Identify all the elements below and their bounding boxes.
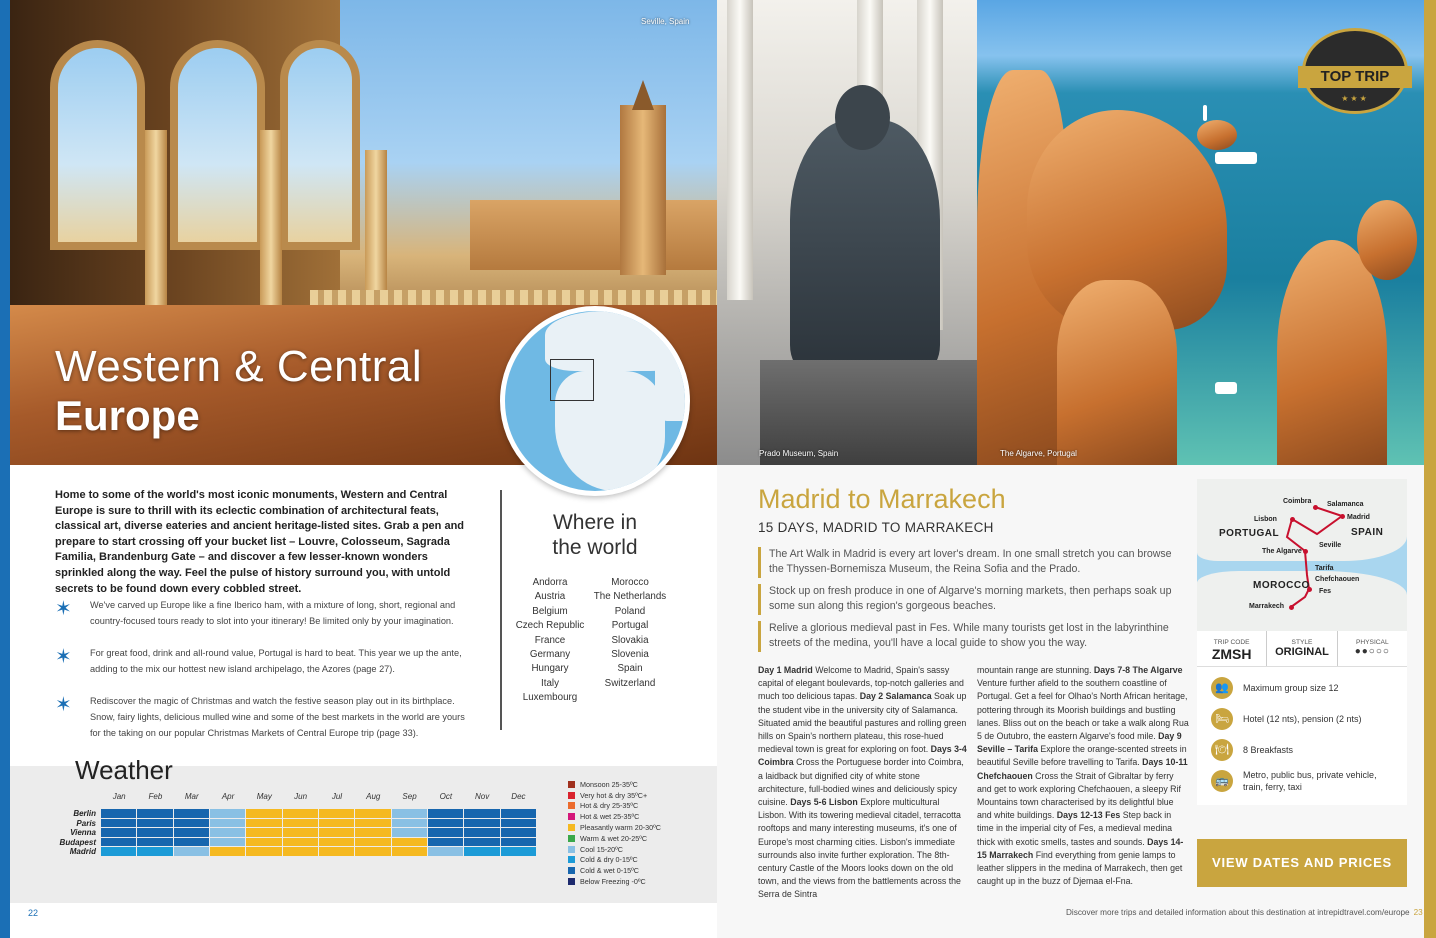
trip-title: Madrid to Marrakech <box>758 484 1006 514</box>
where-in-the-world-title: Where in the world <box>552 511 638 559</box>
legend-label: Pleasantly warm 20-30ºC <box>580 823 661 833</box>
country-item: Czech Republic <box>515 620 585 632</box>
photo-caption: Seville, Spain <box>641 17 690 26</box>
weather-cell <box>246 819 282 829</box>
left-page-edge <box>0 0 10 938</box>
weather-cell <box>428 847 464 857</box>
legend-label: Cold & wet 0-15ºC <box>580 866 639 876</box>
country-item: Slovakia <box>611 634 649 646</box>
legend-label: Monsoon 25-35ºC <box>580 779 638 789</box>
itinerary-day-heading: Days 5-6 Lisbon <box>790 797 858 808</box>
weather-cell <box>464 819 500 829</box>
month-label: Sep <box>402 792 417 801</box>
page-title <box>55 342 422 440</box>
itinerary-column-1 <box>758 664 968 902</box>
legend-swatch <box>568 867 575 874</box>
group-icon: 👥 <box>1211 677 1233 699</box>
star-icon: ✶ <box>55 646 72 669</box>
globe-map <box>500 306 690 496</box>
weather-cell <box>319 828 355 838</box>
legend-swatch <box>568 824 575 831</box>
weather-cell <box>283 809 319 819</box>
weather-title: Weather <box>75 755 173 785</box>
weather-cell <box>101 809 137 819</box>
weather-cell <box>174 847 210 857</box>
right-page-edge <box>1424 0 1436 938</box>
itinerary-day-text: Explore the orange-scented streets in beautiful Seville before travelling to Tarifa. <box>977 744 1187 768</box>
country-item: Andorra <box>532 577 568 588</box>
weather-months <box>101 792 537 801</box>
itinerary-day-heading: Days 14-15 Marrakech <box>977 836 1184 860</box>
month-label: Jul <box>331 792 343 801</box>
feature-meals: 🍽 8 Breakfasts <box>1211 739 1293 761</box>
country-item: Spain <box>617 663 643 675</box>
weather-cell <box>464 828 500 838</box>
month-label: Nov <box>475 792 490 801</box>
city-label: Paris <box>76 818 96 828</box>
weather-cell <box>501 819 537 829</box>
legend-label: Cold & dry 0-15ºC <box>580 855 638 865</box>
legend-item <box>568 876 661 887</box>
city-label: Budapest <box>59 837 96 847</box>
highlight-quote: Relive a glorious medieval past in Fes. While many tourists get lost in the labyrinthine streets of the medina, you'll have a local guide to show you the way. <box>758 621 1188 652</box>
itinerary-day-text: Welcome to Madrid, Spain's sassy capital of elegant boulevards, top-notch galleries and much too delicious tapas. <box>758 665 964 702</box>
country-item: The Netherlands <box>593 591 667 603</box>
legend-item <box>568 801 661 812</box>
country-item: Switzerland <box>604 677 656 689</box>
weather-cell <box>101 847 137 857</box>
month-label: Feb <box>148 792 163 801</box>
itinerary-day-text: Cross the Portuguese border into Coimbra, a laidback but dignified city of white stone architecture, full-bodied wines and deliciously spicy cuisine. <box>758 757 964 808</box>
page-footer: Discover more trips and detailed information about this destination at intrepidtravel.com/europe 23 <box>1066 908 1423 917</box>
weather-cell <box>319 819 355 829</box>
highlight-item: ✶ For great food, drink and all-round value, Portugal is hard to beat. This year we up the ante, adding to the mix our hottest new island archipelago, the Azores (page 27). <box>55 646 462 674</box>
highlight-item: ✶ Rediscover the magic of Christmas and watch the festive season play out in its birthplace. Snow, fairy lights, delicious mulled wine and some of the best markets in the world are yours for the taking on our popular Christmas Markets of Central Europe trip (page 33). <box>55 694 465 738</box>
country-item: Italy <box>541 677 559 689</box>
weather-cell <box>355 809 391 819</box>
legend-item <box>568 822 661 833</box>
itinerary-day-heading: Days 7-8 The Algarve <box>1093 665 1183 675</box>
country-item: Luxembourg <box>522 692 578 704</box>
weather-cell <box>355 828 391 838</box>
weather-cell <box>428 809 464 819</box>
month-label: May <box>256 792 272 801</box>
legend-label: Below Freezing -0ºC <box>580 877 646 887</box>
month-label: Aug <box>366 792 381 801</box>
itinerary-day-text: Soak up the student vibe in the university city of Salamanca. Situated amid the beautiful pastures and rolling green hills on Spain's northern plateau, this rose-hued medieval town is great for exploring on foot. <box>758 691 967 755</box>
region-highlight-box <box>550 359 594 401</box>
intro-paragraph: Home to some of the world's most iconic monuments, Western and Central Europe is sure to thrill with its eclectic combination of architectural feats, classical art, diverse eateries and ancient heritage-listed sites. Grab a pen and prepare to start crossing off your bucket list – Louvre, Colosseum, Sagrada Familia, Brandenburg Gate – and discover a few lesser-known wonders sprinkled along the way. Feel the pulse of history surround you, with untold secrets to be found down every cobbled street. <box>55 489 465 595</box>
trip-code: TRIP CODE ZMSH <box>1197 631 1267 666</box>
weather-cell <box>392 838 428 848</box>
itinerary-day-text: mountain range are stunning. <box>977 665 1094 675</box>
divider <box>500 490 502 730</box>
weather-cell <box>101 838 137 848</box>
country-item: Morocco <box>611 577 649 588</box>
month-label: Mar <box>184 792 199 801</box>
weather-cell <box>101 819 137 829</box>
legend-item <box>568 855 661 866</box>
weather-cell <box>501 847 537 857</box>
weather-cell <box>464 809 500 819</box>
city-label: Vienna <box>70 828 96 837</box>
weather-cell <box>355 838 391 848</box>
legend-swatch <box>568 781 575 788</box>
feature-transport: 🚌 Metro, public bus, private vehicle, train, ferry, taxi <box>1211 769 1393 793</box>
weather-cell <box>137 838 173 848</box>
country-item: Slovenia <box>611 649 649 661</box>
country-item: Germany <box>529 649 571 661</box>
weather-cell <box>355 819 391 829</box>
trip-style: STYLE ORIGINAL <box>1267 631 1337 666</box>
weather-cell <box>174 828 210 838</box>
legend-item <box>568 865 661 876</box>
weather-cell <box>174 819 210 829</box>
country-item: Hungary <box>531 663 569 675</box>
legend-label: Hot & wet 25-35ºC <box>580 812 640 822</box>
itinerary-day-text: Find everything from genie lamps to leather slippers in the medina of Marrakech, then get caught up in the buzz of Djemaa el-Fna. <box>977 849 1183 887</box>
itinerary-day-heading: Day 9 Seville – Tarifa <box>977 731 1182 755</box>
itinerary-column-2 <box>977 664 1189 888</box>
weather-cell <box>392 847 428 857</box>
weather-cell <box>283 828 319 838</box>
weather-cell <box>283 847 319 857</box>
view-dates-prices-button[interactable]: VIEW DATES AND PRICES <box>1197 839 1407 887</box>
page-number: 23 <box>1413 908 1423 917</box>
weather-cell <box>246 809 282 819</box>
month-label: Dec <box>511 792 526 801</box>
weather-cell <box>283 838 319 848</box>
title-line-2: Europe <box>55 392 200 439</box>
page-number: 22 <box>28 908 39 918</box>
weather-cell <box>137 819 173 829</box>
itinerary-day-text: Cross the Strait of Gibraltar by ferry and get to work exploring Chefchaouen, a sleepy Rif Mountains town characterised by its delightful blue and white buildings. <box>977 770 1181 821</box>
highlight-item: ✶ We've carved up Europe like a fine Iberico ham, with a mixture of long, short, regional and country-focused tours ready to slot into your itinerary! Be limited only by your imagination. <box>55 598 456 626</box>
legend-label: Hot & dry 25-35ºC <box>580 801 639 811</box>
weather-cell <box>210 819 246 829</box>
legend-item <box>568 833 661 844</box>
trip-info-panel <box>1197 631 1407 805</box>
star-icon: ✶ <box>55 598 72 620</box>
country-column-2 <box>590 576 670 706</box>
legend-swatch <box>568 856 575 863</box>
weather-cell <box>428 828 464 838</box>
weather-cell <box>392 819 428 829</box>
highlights-list <box>55 598 465 758</box>
weather-cell <box>319 809 355 819</box>
weather-legend <box>568 779 661 887</box>
itinerary-day-heading: Days 10-11 Chefchaouen <box>977 757 1188 781</box>
month-label: Jan <box>112 792 126 801</box>
weather-cell <box>319 838 355 848</box>
legend-swatch <box>568 878 575 885</box>
weather-cell <box>283 819 319 829</box>
country-item: France <box>534 634 566 646</box>
weather-cell <box>246 828 282 838</box>
badge-stars-icon: ★★★ <box>1341 94 1369 103</box>
country-item: Austria <box>534 591 566 603</box>
country-column-1 <box>510 576 590 706</box>
weather-cell <box>501 828 537 838</box>
weather-cell <box>210 838 246 848</box>
weather-cell <box>137 828 173 838</box>
weather-cell <box>137 809 173 819</box>
country-list <box>510 576 680 706</box>
legend-item <box>568 844 661 855</box>
itinerary-day-text: Explore multicultural Lisbon. With its towering medieval citadel, terracotta rooftops and many interesting museums, it's one of Europe's most charming cities. Lisbon's immediate surrounds also invite further exploration. The 8th-century Castle of the Moors looks down on the old town, and the views from the battlements across the Serra de Sintra <box>758 797 961 900</box>
weather-heatmap <box>101 809 537 857</box>
weather-cell <box>174 809 210 819</box>
itinerary-day-text: Venture further afield to the southern coastline of Portugal. Get a feel for Olhao's North African heritage, pottering through its Moorish buildings and bustling lanes. Bliss out on the beach or take a walk along Rua 5 de Outubro, the eastern Algarve's food mile. <box>977 678 1189 742</box>
feature-group-size: 👥 Maximum group size 12 <box>1211 677 1339 699</box>
month-label: Apr <box>221 792 235 801</box>
city-label: Berlin <box>73 809 96 818</box>
rating-dots-icon: ●●○○○ <box>1354 646 1390 657</box>
star-icon: ✶ <box>55 694 72 717</box>
highlight-quote: The Art Walk in Madrid is every art lover's dream. In one small stretch you can browse the Thyssen-Bornemisza Museum, the Reina Sofia and the Prado. <box>758 547 1188 578</box>
itinerary-day-text: Step back in time in the imperial city of Fes, a medieval medina thick with exotic smells, tastes and sounds. <box>977 810 1173 847</box>
physical-rating: PHYSICAL ●●○○○ <box>1338 631 1407 666</box>
weather-cell <box>355 847 391 857</box>
country-item: Portugal <box>611 620 649 632</box>
weather-cell <box>174 838 210 848</box>
itinerary-day-heading: Day 1 Madrid <box>758 665 813 675</box>
legend-label: Very hot & dry 35ºC+ <box>580 790 648 800</box>
legend-item <box>568 790 661 801</box>
legend-item <box>568 811 661 822</box>
bed-icon: 🛏 <box>1211 708 1233 730</box>
weather-cell <box>464 838 500 848</box>
legend-swatch <box>568 846 575 853</box>
top-trip-label: TOP TRIP <box>1298 66 1412 88</box>
itinerary-day-heading: Days 3-4 Coimbra <box>758 744 967 768</box>
itinerary-day-heading: Day 2 Salamanca <box>859 691 932 702</box>
highlight-quote: Stock up on fresh produce in one of Algarve's morning markets, then perhaps soak up some sun along this region's gorgeous beaches. <box>758 584 1188 615</box>
legend-swatch <box>568 802 575 809</box>
country-item: Poland <box>614 605 646 617</box>
month-label: Oct <box>439 792 453 801</box>
weather-cell <box>319 847 355 857</box>
transport-icon: 🚌 <box>1211 770 1233 792</box>
country-item: Belgium <box>532 605 568 617</box>
weather-cell <box>210 847 246 857</box>
legend-swatch <box>568 813 575 820</box>
photo-caption: The Algarve, Portugal <box>1000 449 1077 458</box>
legend-label: Warm & wet 20-25ºC <box>580 833 648 843</box>
legend-swatch <box>568 835 575 842</box>
weather-cities <box>48 809 96 857</box>
weather-cell <box>392 828 428 838</box>
weather-cell <box>137 847 173 857</box>
weather-cell <box>464 847 500 857</box>
title-line-1: Western & Central <box>55 342 423 391</box>
trip-subtitle: 15 DAYS, MADRID TO MARRAKECH <box>758 520 994 535</box>
weather-cell <box>101 828 137 838</box>
itinerary-day-heading: Days 12-13 Fes <box>1056 810 1121 821</box>
weather-cell <box>246 838 282 848</box>
weather-cell <box>428 819 464 829</box>
feature-accommodation: 🛏 Hotel (12 nts), pension (2 nts) <box>1211 708 1362 730</box>
weather-cell <box>246 847 282 857</box>
meal-icon: 🍽 <box>1211 739 1233 761</box>
weather-cell <box>210 809 246 819</box>
weather-cell <box>501 838 537 848</box>
month-label: Jun <box>294 792 308 801</box>
weather-cell <box>501 809 537 819</box>
weather-cell <box>428 838 464 848</box>
route-map: Coimbra Salamanca Madrid Lisbon The Algarve Seville Tarifa Chefchaouen Fes Marrakech PORTUGAL SPAIN MOROCCO <box>1197 479 1407 631</box>
legend-label: Cool 15-20ºC <box>580 844 623 854</box>
city-label: Madrid <box>69 847 96 856</box>
legend-item <box>568 779 661 790</box>
photo-caption: Prado Museum, Spain <box>759 449 839 458</box>
weather-cell <box>392 809 428 819</box>
legend-swatch <box>568 792 575 799</box>
weather-cell <box>210 828 246 838</box>
